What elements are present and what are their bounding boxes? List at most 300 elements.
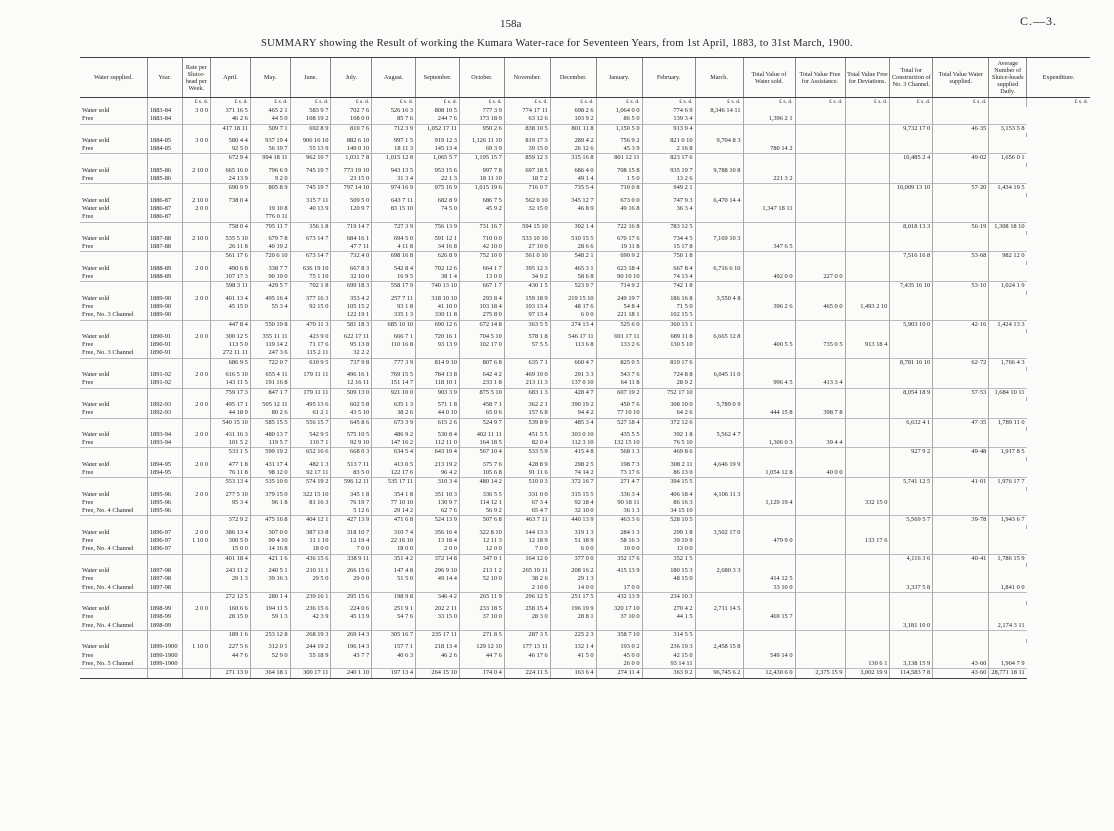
table-cell: 12 18 9 (504, 537, 550, 545)
table-cell: 943 13 5 (372, 167, 416, 175)
table-cell: 3,337 5 8 (890, 584, 933, 593)
table-cell: 469 8 6 (642, 448, 695, 457)
table-cell: 345 1 8 (331, 491, 372, 499)
table-cell: 660 4 7 (550, 358, 596, 367)
table-cell: 1886-87 (147, 205, 182, 213)
table-cell: 1889-90 (147, 295, 182, 303)
table-cell (933, 507, 989, 516)
table-cell: 103 9 2 (550, 115, 596, 124)
table-cell (182, 622, 211, 631)
table-cell: 92 15 0 (290, 303, 331, 311)
table-cell: 147 16 2 (372, 439, 416, 448)
total-row (80, 358, 1090, 367)
table-cell: 719 14 7 (331, 222, 372, 231)
table-cell: 510 0 3 (504, 478, 550, 487)
table-cell: 353 4 2 (331, 295, 372, 303)
table-cell: 2 0 0 (182, 401, 211, 409)
table-cell (416, 349, 460, 358)
table-cell (795, 643, 845, 651)
table-cell: 105 15 2 (331, 303, 372, 311)
table-cell (743, 222, 795, 231)
table-cell (743, 418, 795, 427)
table-cell (845, 222, 890, 231)
table-cell: 194 11 5 (250, 605, 290, 613)
table-cell: 5 12 6 (331, 507, 372, 516)
table-cell: 191 16 8 (250, 379, 290, 388)
table-cell (845, 622, 890, 631)
table-cell (743, 371, 795, 379)
table-cell (695, 613, 743, 621)
table-cell: 27 10 0 (504, 243, 550, 252)
table-cell (147, 358, 182, 367)
table-cell: 15 0 0 (211, 545, 251, 554)
table-cell: 251 17 5 (550, 592, 596, 601)
table-cell: 295 15 6 (331, 592, 372, 601)
table-cell (795, 205, 845, 213)
table-cell (795, 252, 845, 261)
table-cell: 482 1 3 (290, 461, 331, 469)
table-cell (933, 175, 989, 184)
table-cell: Water sold (82, 371, 110, 379)
table-cell: 814 9 10 (416, 358, 460, 367)
table-cell: 164 18 5 (459, 439, 504, 448)
table-cell: 702 12 6 (416, 265, 460, 273)
table-cell: 596 12 11 (331, 478, 372, 487)
table-cell: 5,569 5 7 (890, 516, 933, 525)
table-cell: 119 14 2 (250, 341, 290, 349)
table-cell (695, 631, 743, 640)
table-cell: 213 1 2 (459, 567, 504, 575)
table-cell (933, 295, 989, 303)
table-cell (890, 439, 933, 448)
table-cell: 682 8 9 (416, 197, 460, 205)
table-cell: 7 0 0 (504, 545, 550, 554)
table-cell: 53·10 (933, 282, 989, 291)
table-cell: 1,129 19 4 (743, 499, 795, 507)
table-cell: 769 15 5 (372, 371, 416, 379)
table-cell: 221 3 2 (743, 175, 795, 184)
table-cell: 1 10 0 (182, 643, 211, 651)
total-row (80, 222, 1090, 231)
spacer-cell (1027, 427, 1090, 431)
total-row (80, 124, 1090, 133)
table-cell (147, 252, 182, 261)
spacer-cell (1027, 601, 1090, 605)
table-cell (845, 478, 890, 487)
table-cell (890, 303, 933, 311)
table-cell (147, 516, 182, 525)
table-cell (743, 137, 795, 145)
table-cell: 219 15 10 (550, 295, 596, 303)
table-cell (695, 349, 743, 358)
table-cell (989, 605, 1027, 613)
table-cell: 535 5 10 (211, 235, 251, 243)
table-cell (845, 545, 890, 554)
table-cell: 257 7 11 (372, 295, 416, 303)
table-cell (845, 461, 890, 469)
table-cell (890, 167, 933, 175)
table-cell: 114,583 7 8 (890, 669, 933, 678)
table-cell (933, 469, 989, 478)
table-cell: 747 9 3 (642, 197, 695, 205)
table-cell: 780 14 2 (743, 145, 795, 154)
table-cell: 41·01 (933, 478, 989, 487)
table-cell: 561 0 10 (504, 252, 550, 261)
table-cell (890, 605, 933, 613)
table-cell: 1892-93 (147, 409, 182, 418)
table-cell: 26 12 6 (550, 145, 596, 154)
table-cell: 274 11 4 (596, 669, 642, 678)
table-cell (290, 379, 331, 388)
table-cell (845, 273, 890, 282)
table-cell (695, 124, 743, 133)
table-cell: 752 17 10 (642, 388, 695, 397)
table-cell: Water sold (82, 400, 110, 408)
total-row (80, 320, 1090, 329)
table-cell: 1897-98 (147, 584, 182, 593)
table-cell: 49·02 (933, 154, 989, 163)
table-cell: 702 1 8 (290, 282, 331, 291)
table-cell: 81 16 3 (290, 499, 331, 507)
table-cell: 122 19 1 (331, 311, 372, 320)
table-cell: 1889-90 (147, 311, 182, 320)
column-header: January. (596, 58, 642, 98)
table-cell (182, 252, 211, 261)
table-cell: 526 16 3 (372, 107, 416, 115)
table-cell: Free (82, 537, 94, 545)
table-cell (845, 124, 890, 133)
table-row (80, 409, 1090, 418)
table-cell: 6 0 0 (550, 311, 596, 320)
table-cell: 428 4 7 (550, 388, 596, 397)
table-cell: 13 18 4 (416, 537, 460, 545)
table-cell (845, 507, 890, 516)
table-cell: 1891-92 (147, 371, 182, 379)
table-cell (890, 545, 933, 554)
table-cell: 553 13 4 (211, 478, 251, 487)
table-cell: 103 13 4 (504, 303, 550, 311)
table-cell: 1,789 11 0 (989, 418, 1027, 427)
table-cell (743, 388, 795, 397)
table-row (80, 303, 1090, 311)
table-cell (933, 115, 989, 124)
table-cell: 318 10 7 (331, 529, 372, 537)
table-cell (80, 418, 147, 427)
table-cell (845, 371, 890, 379)
table-cell (989, 145, 1027, 154)
table-cell (890, 333, 933, 341)
table-cell: 417 18 11 (211, 124, 251, 133)
table-cell: 994 18 11 (250, 154, 290, 163)
table-cell: 7,435 16 10 (890, 282, 933, 291)
table-cell: 1888-89 (147, 273, 182, 282)
table-cell (989, 575, 1027, 583)
table-cell: Free (82, 243, 94, 251)
table-cell: 2 0 0 (182, 265, 211, 273)
table-cell (795, 371, 845, 379)
table-cell (795, 431, 845, 439)
table-cell: 308 10 0 (642, 401, 695, 409)
table-cell: 10,485 2 4 (890, 154, 933, 163)
table-row (80, 537, 1090, 545)
table-cell (642, 584, 695, 593)
table-cell (695, 554, 743, 563)
table-cell: 686 9 5 (211, 358, 251, 367)
table-cell (933, 461, 989, 469)
table-cell (211, 622, 251, 631)
table-cell (795, 605, 845, 613)
total-row (80, 282, 1090, 291)
table-cell: 270 4 2 (642, 605, 695, 613)
table-cell: 808 10 5 (416, 107, 460, 115)
table-cell (372, 213, 416, 222)
table-cell: 32 15 0 (504, 205, 550, 213)
table-cell: 96 4 2 (416, 469, 460, 478)
table-cell: 244 7 6 (416, 115, 460, 124)
table-row (80, 431, 1090, 439)
table-cell: 351 4 2 (372, 554, 416, 563)
table-cell: 783 12 5 (642, 222, 695, 231)
table-cell: 247 3 6 (250, 349, 290, 358)
table-cell (989, 431, 1027, 439)
table-cell (743, 124, 795, 133)
table-cell: £ s. d. (372, 98, 416, 108)
table-cell (695, 273, 743, 282)
table-cell: 322 8 10 (459, 529, 504, 537)
table-cell: 398 7 8 (795, 409, 845, 418)
table-cell (695, 388, 743, 397)
table-cell: 774 6 9 (642, 107, 695, 115)
table-cell: 6 0 0 (550, 545, 596, 554)
table-cell: 8,346 14 11 (695, 107, 743, 115)
table-cell: 54 7 6 (372, 613, 416, 621)
table-cell: 102 17 0 (459, 341, 504, 349)
table-cell (211, 584, 251, 593)
table-cell: 177 13 11 (504, 643, 550, 651)
table-cell: 29 1 3 (211, 575, 251, 583)
table-cell (80, 516, 147, 525)
table-cell: 218 13 4 (416, 643, 460, 651)
table-cell (182, 282, 211, 291)
table-cell (147, 418, 182, 427)
table-cell: 528 10 5 (642, 516, 695, 525)
table-cell: 428 8 9 (504, 461, 550, 469)
table-cell (989, 295, 1027, 303)
table-cell: 33 15 0 (416, 613, 460, 621)
table-cell (845, 401, 890, 409)
table-cell: 96 1 8 (250, 499, 290, 507)
table-cell (989, 167, 1027, 175)
table-cell (695, 469, 743, 478)
table-cell: 36 3 4 (642, 205, 695, 213)
table-cell: £ s. d. (459, 98, 504, 108)
spacer-cell (1027, 563, 1090, 567)
table-cell: 2 0 0 (182, 205, 211, 213)
table-cell: 213 11 3 (504, 379, 550, 388)
table-cell: 130 9 7 (416, 499, 460, 507)
table-cell: 469 10 0 (504, 371, 550, 379)
table-cell: 233 1 8 (459, 379, 504, 388)
table-cell: 143 11 5 (211, 379, 251, 388)
table-cell: 692 8 9 (290, 124, 331, 133)
table-cell (845, 431, 890, 439)
table-cell: 796 6 9 (250, 167, 290, 175)
table-cell: 524 13 9 (416, 516, 460, 525)
table-cell (695, 213, 743, 222)
table-cell: 336 5 5 (459, 491, 504, 499)
table-row (80, 349, 1090, 358)
table-cell: 710 0 0 (459, 235, 504, 243)
table-cell (989, 311, 1027, 320)
table-cell: 471 6 8 (372, 516, 416, 525)
table-cell (845, 575, 890, 583)
column-header: Total Value Water supplied. (933, 58, 989, 98)
table-cell: 1883-84 (147, 107, 182, 115)
table-cell (890, 311, 933, 320)
table-cell: 722 0 7 (250, 358, 290, 367)
table-cell: 548 2 1 (550, 252, 596, 261)
table-cell: 122 17 6 (372, 469, 416, 478)
table-cell: 533 5 9 (504, 448, 550, 457)
table-cell (890, 469, 933, 478)
table-cell: 2 10 0 (182, 197, 211, 205)
table-cell: 2 0 0 (182, 295, 211, 303)
table-cell: 13 0 0 (459, 273, 504, 282)
table-cell: 1,424 13 3 (989, 320, 1027, 329)
table-cell: £ s. d. (795, 98, 845, 108)
table-cell: £ s. d. (250, 98, 290, 108)
table-cell (695, 660, 743, 669)
table-cell: 745 19 7 (290, 184, 331, 193)
table-cell (743, 358, 795, 367)
table-cell: 539 8 9 (504, 418, 550, 427)
spacer-cell (1027, 261, 1090, 265)
table-cell: 451 5 5 (504, 431, 550, 439)
table-cell (695, 537, 743, 545)
total-row (80, 631, 1090, 640)
table-cell: 54 8 4 (596, 303, 642, 311)
table-cell: 1,786 15 9 (989, 554, 1027, 563)
table-cell: 523 9 7 (550, 282, 596, 291)
table-cell: 574 19 2 (290, 478, 331, 487)
table-cell (550, 660, 596, 669)
table-row (80, 167, 1090, 175)
table-cell: 759 17 3 (211, 388, 251, 397)
table-cell: 1895-96 (147, 499, 182, 507)
table-cell: 268 19 3 (290, 631, 331, 640)
table-cell: 38 1 4 (416, 273, 460, 282)
table-cell (182, 507, 211, 516)
table-cell (989, 461, 1027, 469)
table-cell: 756 9 2 (596, 137, 642, 145)
table-row (80, 584, 1090, 593)
table-cell: Free (82, 175, 94, 183)
table-cell (795, 107, 845, 115)
table-cell (743, 516, 795, 525)
table-cell: 666 7 1 (372, 333, 416, 341)
table-cell: 22 1 3 (416, 175, 460, 184)
table-cell: 338 7 7 (250, 265, 290, 273)
total-row (80, 418, 1090, 427)
table-cell: 875 5 10 (459, 388, 504, 397)
table-cell (80, 222, 147, 231)
table-cell: 535 10 0 (250, 478, 290, 487)
table-cell (989, 643, 1027, 651)
table-cell: 249 19 7 (596, 295, 642, 303)
table-cell: 55 18 9 (290, 652, 331, 660)
table-cell (743, 660, 795, 669)
total-row (80, 154, 1090, 163)
table-cell: 561 17 6 (211, 252, 251, 261)
table-cell: 3,502 17 0 (695, 529, 743, 537)
table-row (80, 137, 1090, 145)
table-cell: 108 19 2 (290, 115, 331, 124)
table-cell (596, 622, 642, 631)
table-cell: 55 3 4 (250, 303, 290, 311)
table-cell: 46 8 9 (550, 205, 596, 213)
table-cell: 505 12 11 (250, 401, 290, 409)
column-header: May. (250, 58, 290, 98)
table-cell: 1895-96 (147, 507, 182, 516)
table-cell: 392 1 8 (642, 431, 695, 439)
table-cell: 935 19 7 (642, 167, 695, 175)
table-row (80, 235, 1090, 243)
table-cell: 1899-1900 (147, 660, 182, 669)
table-cell (933, 401, 989, 409)
table-cell (182, 222, 211, 231)
table-cell (795, 631, 845, 640)
table-cell: 43·60 (933, 669, 989, 678)
column-header: Water supplied. (80, 58, 147, 98)
table-cell: 949 2 1 (642, 184, 695, 193)
table-cell: 151 14 7 (372, 379, 416, 388)
table-cell: 57 5 5 (504, 341, 550, 349)
spacer-cell (1027, 397, 1090, 401)
table-cell: 97 13 4 (504, 311, 550, 320)
table-cell (933, 205, 989, 213)
table-cell (989, 371, 1027, 379)
table-cell (890, 431, 933, 439)
table-cell: 47·35 (933, 418, 989, 427)
table-cell: 626 8 9 (416, 252, 460, 261)
table-cell: 635 1 3 (372, 401, 416, 409)
table-cell: 265 11 9 (459, 592, 504, 601)
table-cell (743, 507, 795, 516)
table-cell: 436 15 6 (290, 554, 331, 563)
table-cell: 264 15 10 (416, 669, 460, 678)
table-cell (845, 197, 890, 205)
table-cell (182, 613, 211, 621)
column-header: July. (331, 58, 372, 98)
table-cell: 186 16 8 (642, 295, 695, 303)
table-cell: 251 9 1 (372, 605, 416, 613)
table-cell: 745 19 7 (290, 167, 331, 175)
table-cell: Free (82, 302, 94, 310)
table-cell: 320 17 10 (596, 605, 642, 613)
table-cell: 9,732 17 0 (890, 124, 933, 133)
table-cell: 496 16 1 (331, 371, 372, 379)
table-cell: 396 2 6 (743, 303, 795, 311)
table-cell (695, 545, 743, 554)
table-cell: 710 0 8 (596, 184, 642, 193)
table-cell: 465 3 1 (550, 265, 596, 273)
table-cell: 240 1 10 (331, 669, 372, 678)
table-cell: Free, No. 4 Channel (82, 621, 134, 629)
table-row (80, 439, 1090, 448)
table-row (80, 545, 1090, 554)
table-cell: 236 19 3 (642, 643, 695, 651)
table-cell: 1,195 15 7 (459, 154, 504, 163)
